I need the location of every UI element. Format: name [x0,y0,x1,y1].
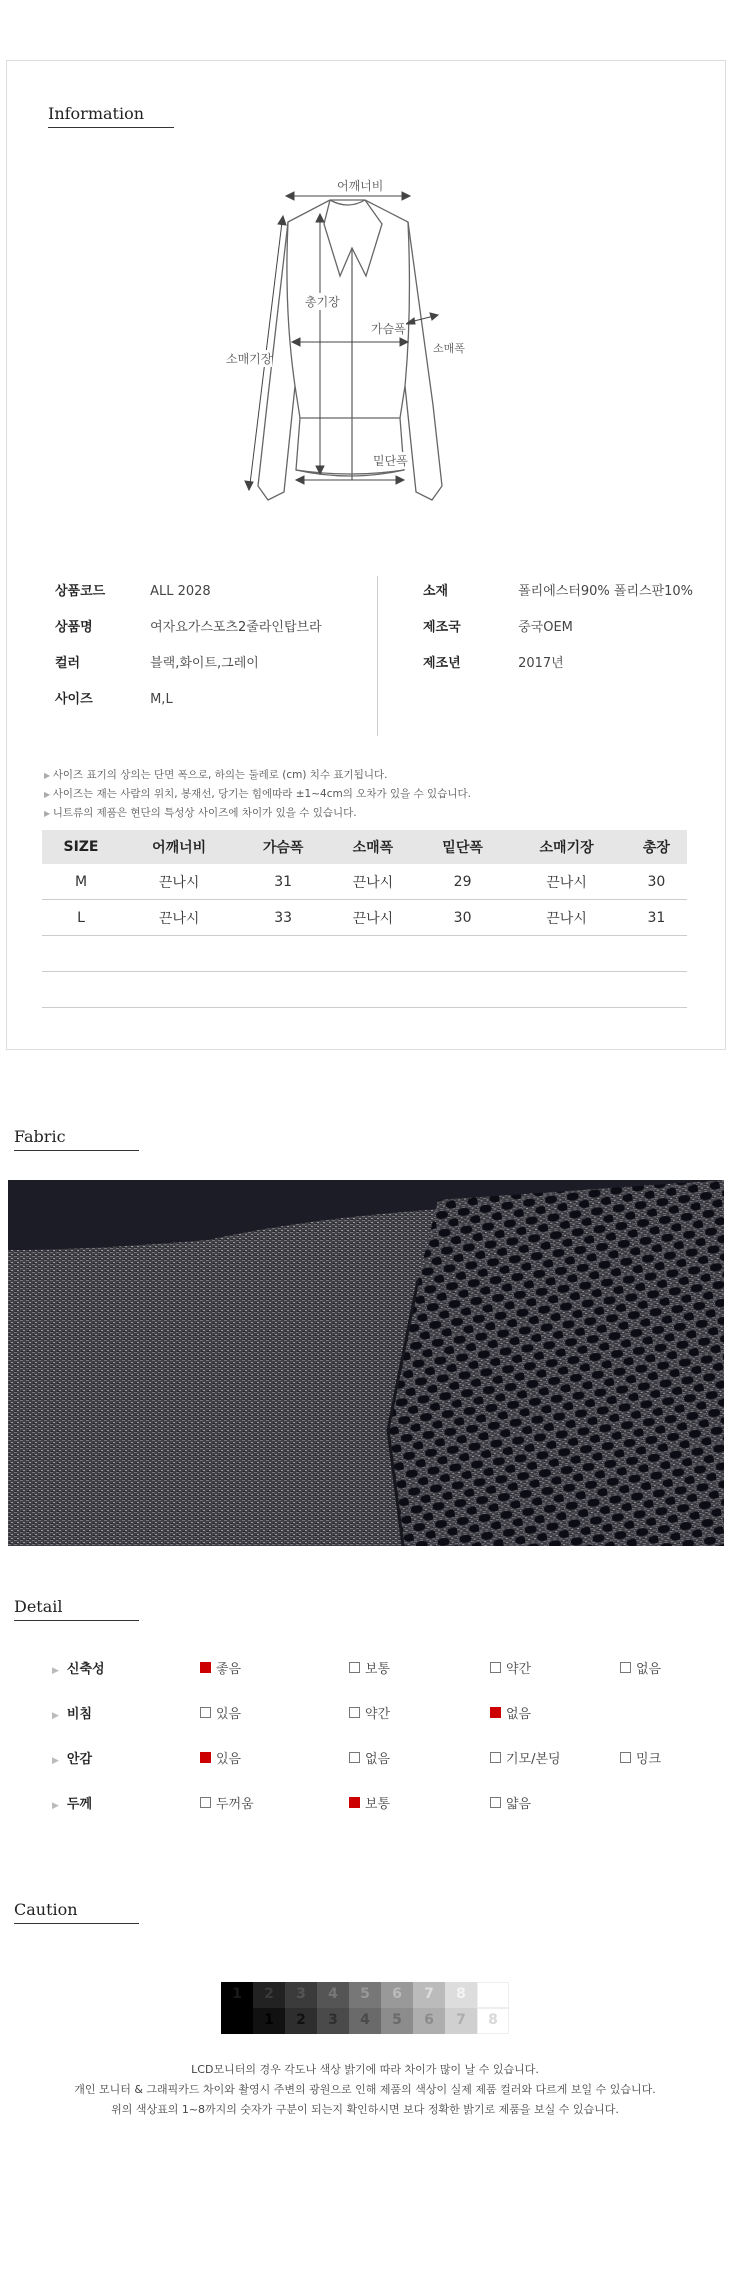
spec-row: 컬러 블랙,화이트,그레이 [55,656,259,671]
checkbox-icon [490,1707,501,1718]
note-item: ▶ 니트류의 제품은 현단의 특성상 사이즈에 차이가 있을 수 있습니다. [44,804,471,823]
checkbox-icon [349,1707,360,1718]
caution-text: 개인 모니터 & 그래픽카드 차이와 촬영시 주변의 광원으로 인해 제품의 색상이 실제 제품 컬러와 다르게 보일 수 있습니다. [74,2083,656,2096]
swatch-number: 3 [296,1986,306,2002]
detail-key: ▶ 신축성 [52,1658,105,1677]
table-row: L 끈나시 33 끈나시 30 끈나시 31 [42,900,687,936]
garment-diagram [200,170,530,510]
swatch-number: 8 [456,1986,466,2002]
checkbox-icon [620,1662,631,1673]
checkbox-icon [200,1752,211,1763]
option-item: 약간 [490,1658,531,1677]
table-row: M 끈나시 31 끈나시 29 끈나시 30 [42,864,687,900]
label-sleeve-width: 소매폭 [433,342,465,355]
swatch-number: 1 [264,2012,274,2028]
detail-row-stretch [52,1658,692,1703]
option-item: 없음 [620,1658,661,1677]
spec-row: 제조국 중국OEM [423,620,573,635]
checkbox-icon [349,1797,360,1808]
label-sleeve-length: 소매기장 [226,352,273,366]
spec-row: 사이즈 M,L [55,692,173,707]
swatch-number: 2 [264,1986,274,2002]
detail-row-lining [52,1748,692,1793]
caution-title: Caution [14,1900,139,1924]
spec-row: 상품명 여자요가스포츠2줄라인탑브라 [55,620,322,635]
information-title: Information [48,104,174,128]
spec-row: 소재 폴리에스터90% 폴리스판10% [423,584,694,599]
note-item: ▶ 사이즈 표기의 상의는 단면 폭으로, 하의는 둘레로 (cm) 치수 표기됩니다. [44,766,471,785]
fabric-title: Fabric [14,1127,139,1151]
checkbox-icon [200,1797,211,1808]
detail-title: Detail [14,1597,139,1621]
option-item: 보통 [349,1658,390,1677]
size-notes [44,766,471,823]
swatch-number: 2 [296,2012,306,2028]
detail-row-transparency [52,1703,692,1748]
swatch [221,2008,253,2034]
option-item: 없음 [490,1703,531,1722]
caution-text: LCD모니터의 경우 각도나 색상 밝기에 따라 차이가 많이 날 수 있습니다. [191,2063,539,2076]
spec-row: 제조년 2017년 [423,656,564,671]
swatch [477,1982,509,2008]
spec-list-right [423,580,693,688]
swatch-number: 4 [360,2012,370,2028]
option-item: 있음 [200,1703,241,1722]
fabric-photo [8,1180,724,1546]
swatch-number: 5 [392,2012,402,2028]
label-shoulder: 어깨너비 [337,179,384,193]
label-chest: 가슴폭 [371,322,406,336]
shirt-outline [258,200,442,500]
swatch-number: 4 [328,1986,338,2002]
option-item: 얇음 [490,1793,531,1812]
checkbox-icon [200,1707,211,1718]
brightness-swatch-bar [221,1982,509,2034]
shirt-collar [324,200,382,276]
label-total-length: 총기장 [305,295,340,309]
detail-table [52,1658,692,1838]
option-item: 밍크 [620,1748,661,1767]
detail-key: ▶ 안감 [52,1748,92,1767]
size-table [42,830,687,1008]
option-item: 두꺼움 [200,1793,254,1812]
swatch-number: 1 [232,1986,242,2002]
size-table-header: SIZE 어깨너비 가슴폭 소매폭 밑단폭 소매기장 총장 [42,830,687,864]
checkbox-icon [490,1752,501,1763]
swatch-number: 6 [392,1986,402,2002]
checkbox-icon [490,1797,501,1808]
table-row-empty [42,936,687,972]
detail-key: ▶ 두께 [52,1793,92,1812]
option-item: 없음 [349,1748,390,1767]
option-item: 좋음 [200,1658,241,1677]
option-item: 약간 [349,1703,390,1722]
caution-text: 위의 색상표의 1~8까지의 숫자가 구분이 되는지 확인하시면 보다 정확한 밝기로 제품을 보실 수 있습니다. [111,2103,619,2116]
checkbox-icon [620,1752,631,1763]
spec-list-left [55,580,322,724]
option-item: 보통 [349,1793,390,1812]
table-row-empty [42,972,687,1008]
spec-divider [377,576,378,736]
swatch-number: 7 [456,2012,466,2028]
swatch-number: 6 [424,2012,434,2028]
note-item: ▶ 사이즈는 재는 사람의 위치, 봉재선, 당기는 힘에따라 ±1~4cm의 오차가 있을 수 있습니다. [44,785,471,804]
option-item: 있음 [200,1748,241,1767]
spec-row: 상품코드 ALL 2028 [55,584,211,599]
swatch-number: 5 [360,1986,370,2002]
swatch-number: 3 [328,2012,338,2028]
swatch-number: 8 [488,2012,498,2028]
label-hem: 밑단폭 [373,454,408,468]
checkbox-icon [200,1662,211,1673]
swatch-number: 7 [424,1986,434,2002]
checkbox-icon [349,1662,360,1673]
option-item: 기모/본딩 [490,1748,561,1767]
detail-key: ▶ 비침 [52,1703,92,1722]
checkbox-icon [349,1752,360,1763]
checkbox-icon [490,1662,501,1673]
detail-row-thickness [52,1793,692,1838]
